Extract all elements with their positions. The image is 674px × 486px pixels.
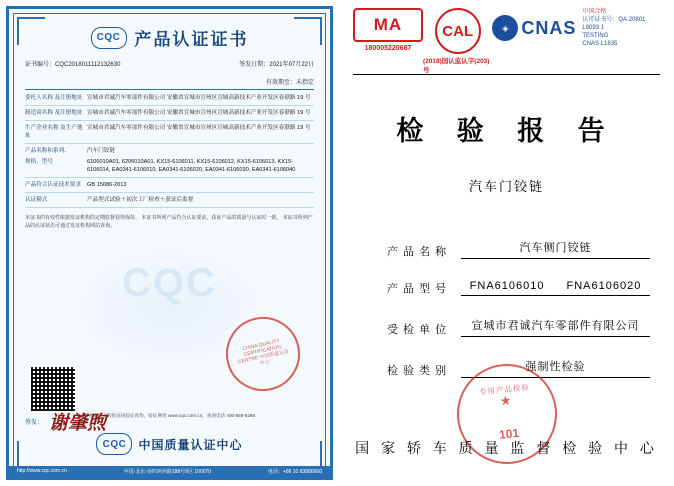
cert-field-value: 宣城市君诚汽车零部件有限公司 安徽省宣城市宣州区宣城高新技术产业开发区春联路 19 号 (87, 125, 311, 132)
cnas-text: CNAS (521, 17, 577, 38)
ma-number: 180005220687 (364, 45, 412, 52)
cal-badge-icon: CAL (435, 8, 481, 54)
signature-label: 签发： (25, 420, 44, 426)
report-field-label: 产 品 型 号 (387, 283, 448, 295)
report-model-2: FNA6106020 (566, 280, 642, 292)
verification-note: 可查询证书的验证码验证真伪，验证网址 www.cqc.com.cn，查询电话 400-888-6288 (83, 413, 256, 418)
cert-field (23, 181, 316, 189)
report-field-row (387, 239, 650, 259)
ma-logo (353, 8, 423, 52)
header-rule (353, 74, 660, 75)
cal-number: (2018)国认监认字(203)号 (423, 58, 490, 74)
certificate-title: 产品认证证书 (134, 30, 249, 50)
report-field-label: 产 品 名 称 (387, 246, 448, 258)
validity-row (23, 77, 316, 86)
cert-field-value: 汽车门铰链 (87, 148, 115, 155)
certification-seal-stamp (219, 310, 307, 398)
certificate-header (23, 25, 316, 50)
cnas-badge-icon (492, 15, 576, 41)
report-field-value: 强制性检验 (461, 358, 650, 378)
report-field-value: 汽车侧门铰链 (461, 239, 650, 259)
field-divider (25, 143, 314, 144)
cnas-line3: TESTING (582, 33, 609, 40)
cert-field (23, 196, 316, 204)
cert-field-label: 认证模式 (25, 197, 48, 204)
report-field-row (387, 280, 650, 296)
cnas-logo (492, 8, 660, 48)
qr-code (29, 365, 77, 413)
cert-field-value: 6106010A01, 6206010A01, KX15-6106011, KX15-6106012, KX15-6106013, KX15-6106014, EA0341-6106010, EA0341-6106020, EA0341-6106030, EA0341-6106040 (87, 158, 296, 173)
certificate-note: 本证书的有效性依据发证机构的定期监督获得保持。 本证书所列产品符合认证要求，获证产品的质量与认证时一致。 本证书所列产品的认证状态可通过发证机构网站查询。 (25, 215, 313, 230)
report-field-value-group (461, 280, 650, 296)
report-field-label: 受 检 单 位 (387, 324, 448, 336)
report-field-value: 宣城市君诚汽车零部件有限公司 (461, 317, 650, 337)
cert-field (23, 109, 316, 117)
seal-text: CHINA QUALITY CERTIFICATION CENTRE 中国质量认证中心 (237, 337, 290, 368)
footer-address: 中国·北京·南四环西路188号9区 100070 (123, 468, 212, 475)
valid-label: 有效期至： (265, 80, 296, 86)
cert-field (23, 94, 316, 102)
cert-field-value: 产品型式试验＋初次工厂检查＋获证后监督 (87, 197, 194, 204)
field-divider (25, 105, 314, 106)
cert-field (23, 124, 316, 140)
cnas-details (582, 8, 660, 48)
cqc-logo-icon-footer: CQC (96, 433, 132, 455)
cert-field-value: 宣城市君诚汽车零部件有限公司 安徽省宣城市宣州区宣城高新技术产业开发区春联路 19 号 (87, 95, 311, 101)
header-divider (25, 89, 314, 90)
cert-field (23, 158, 316, 174)
report-organization: 国 家 轿 车 质 量 监 督 检 验 中 心 (355, 440, 658, 456)
institute-row (25, 433, 314, 455)
certificate-border (6, 6, 333, 480)
footer-website: http://www.cqc.com.cn (17, 468, 67, 474)
seal-star-icon: ★ (498, 392, 512, 409)
watermark-text: CQC (122, 261, 217, 305)
cal-logo (423, 8, 492, 74)
issue-date-label: 签发日期： (239, 62, 270, 68)
ma-badge-icon: MA (353, 8, 423, 42)
field-divider (25, 120, 314, 121)
field-divider (25, 177, 314, 178)
report-fields (387, 239, 650, 378)
certificate-number-row (23, 59, 316, 68)
report-field-row (387, 317, 650, 337)
cnas-line2: 认可证书号：QA.20801 L8093 1 (582, 17, 646, 32)
field-divider (25, 192, 314, 193)
cert-field-value: 宣城市君诚汽车零部件有限公司 安徽省宣城市宣州区宣城高新技术产业开发区春联路 19 号 (87, 110, 311, 117)
seal-top-text: 专用产品检验 (478, 382, 530, 398)
cert-field-label: 产品符合认证技术要求 (25, 181, 81, 188)
footer-phone: 电话：+86 10 83886666 (267, 468, 322, 475)
valid-value: 未指定 (295, 80, 314, 86)
seal-number: 101 (497, 425, 520, 442)
cert-field-value: GB 15086-2013 (87, 181, 127, 188)
field-divider (25, 207, 314, 208)
accreditation-logos (353, 8, 660, 72)
report-subtitle: 汽车门铰链 (468, 179, 544, 194)
cnas-line4: CNAS L1635 (582, 41, 618, 48)
cnas-line1: 中国合格 (582, 9, 607, 15)
cert-field-label: 委托人名称 及注册地址 (25, 95, 83, 101)
report-panel (339, 0, 674, 486)
cert-field-label: 规格、型号 (25, 158, 53, 165)
cnas-mark-icon: ◈ (492, 15, 518, 41)
signature-row (25, 408, 314, 435)
cqc-logo-icon: CQC (91, 27, 127, 49)
cert-no-value: CQC2018011112132630 (55, 62, 121, 68)
report-title: 检 验 报 告 (396, 116, 617, 147)
issue-date-value: 2021年07月22日 (269, 62, 314, 68)
footer-text-row (9, 465, 330, 477)
report-field-label: 检 验 类 别 (387, 365, 448, 377)
certificate-body (23, 21, 316, 465)
cert-field (23, 147, 316, 155)
cert-no-label: 证书编号： (25, 62, 56, 68)
report-model-1: FNA6106010 (469, 280, 545, 292)
cert-field-label: 生产企业名称 及生产地址 (25, 125, 83, 140)
cert-field-label: 制造商名称 及注册地址 (25, 110, 83, 117)
institute-name: 中国质量认证中心 (138, 437, 243, 452)
signature-name: 谢肇煦 (49, 412, 107, 434)
cert-field-label: 产品名称和系列、 (25, 148, 70, 155)
